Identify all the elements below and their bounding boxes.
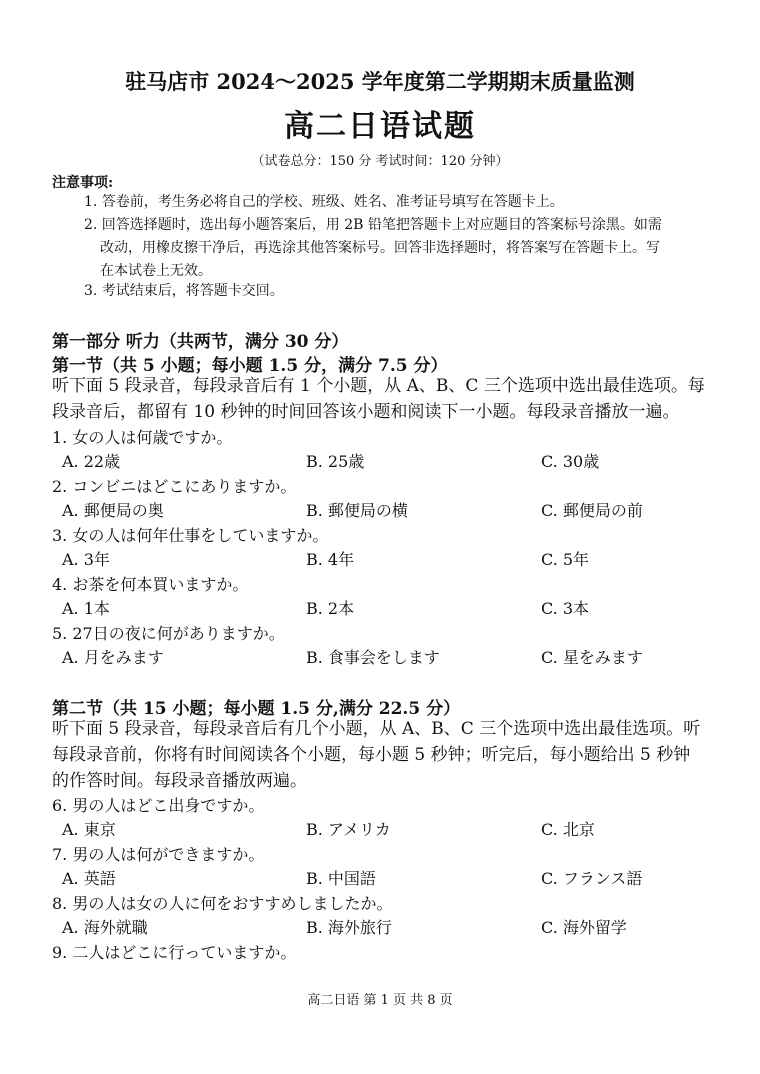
q2-option-c: C. 郵便局の前 bbox=[541, 501, 643, 520]
q6-option-b: B. アメリカ bbox=[306, 820, 391, 839]
q7-option-b: B. 中国語 bbox=[306, 869, 376, 888]
question-3: 3. 女の人は何年仕事をしていますか。 bbox=[52, 526, 329, 545]
question-1: 1. 女の人は何歳ですか。 bbox=[52, 428, 233, 447]
q8-option-a: A. 海外就職 bbox=[62, 918, 148, 937]
q2-option-b: B. 郵便局の横 bbox=[306, 501, 408, 520]
section2-instr-line-1: 听下面 5 段录音，每段录音后有几个小题，从 A、B、C 三个选项中选出最佳选项。听 bbox=[52, 719, 701, 739]
exam-info: （试卷总分：150 分 考试时间：120 分钟） bbox=[251, 154, 509, 169]
question-6: 6. 男の人はどこ出身ですか。 bbox=[52, 796, 265, 815]
question-5: 5. 27日の夜に何がありますか。 bbox=[52, 624, 285, 643]
note-item-2-line-1: 2. 回答选择题时，选出每小题答案后，用 2B 铅笔把答题卡上对应题目的答案标号涂黑。如需 bbox=[84, 217, 662, 233]
q3-option-c: C. 5年 bbox=[541, 550, 590, 569]
q3-option-a: A. 3年 bbox=[62, 550, 110, 569]
section2-instr-line-2: 每段录音前，你将有时间阅读各个小题，每小题 5 秒钟；听完后，每小题给出 5 秒钟 bbox=[52, 745, 691, 765]
q5-option-a: A. 月をみます bbox=[62, 648, 164, 667]
section1-instr-line-2: 段录音后，都留有 10 秒钟的时间回答该小题和阅读下一小题。每段录音播放一遍。 bbox=[52, 402, 680, 422]
note-item-2 bbox=[84, 214, 714, 283]
q1-option-b: B. 25歳 bbox=[306, 452, 365, 471]
question-4: 4. お茶を何本買いますか。 bbox=[52, 575, 249, 594]
note-item-2-line-3: 在本试卷上无效。 bbox=[100, 263, 212, 279]
page-footer: 高二日语 第 1 页 共 8 页 bbox=[307, 993, 453, 1008]
q1-option-c: C. 30歳 bbox=[541, 452, 600, 471]
part1-heading: 第一部分 听力（共两节，满分 30 分） bbox=[52, 332, 349, 352]
q6-option-c: C. 北京 bbox=[541, 820, 595, 839]
q5-option-c: C. 星をみます bbox=[541, 648, 643, 667]
note-item-2-line-2: 改动，用橡皮擦干净后，再选涂其他答案标号。回答非选择题时，将答案写在答题卡上。写 bbox=[100, 240, 660, 256]
q3-option-b: B. 4年 bbox=[306, 550, 355, 569]
q6-option-a: A. 東京 bbox=[62, 820, 116, 839]
question-8: 8. 男の人は女の人に何をおすすめしましたか。 bbox=[52, 894, 393, 913]
q1-option-a: A. 22歳 bbox=[62, 452, 121, 471]
section1-heading: 第一节（共 5 小题；每小题 1.5 分，满分 7.5 分） bbox=[52, 356, 448, 376]
q7-option-a: A. 英語 bbox=[62, 869, 116, 888]
section2-instr-line-3: 的作答时间。每段录音播放两遍。 bbox=[52, 771, 307, 791]
q8-option-c: C. 海外留学 bbox=[541, 918, 627, 937]
question-2: 2. コンビニはどこにありますか。 bbox=[52, 477, 297, 496]
exam-subject: 高二日语试题 bbox=[284, 109, 476, 144]
question-9: 9. 二人はどこに行っていますか。 bbox=[52, 943, 297, 962]
q2-option-a: A. 郵便局の奥 bbox=[62, 501, 164, 520]
section2-instructions bbox=[52, 716, 712, 794]
q4-option-c: C. 3本 bbox=[541, 599, 590, 618]
section1-instructions bbox=[52, 373, 712, 425]
q8-option-b: B. 海外旅行 bbox=[306, 918, 392, 937]
section1-instr-line-1: 听下面 5 段录音，每段录音后有 1 个小题，从 A、B、C 三个选项中选出最佳选项。每 bbox=[52, 376, 705, 396]
notes-heading: 注意事项: bbox=[52, 175, 114, 191]
question-7: 7. 男の人は何ができますか。 bbox=[52, 845, 265, 864]
q5-option-b: B. 食事会をします bbox=[306, 648, 440, 667]
exam-title: 驻马店市 2024～2025 学年度第二学期期末质量监测 bbox=[125, 69, 635, 94]
section2-heading: 第二节（共 15 小题；每小题 1.5 分,满分 22.5 分） bbox=[52, 699, 461, 719]
q4-option-a: A. 1本 bbox=[62, 599, 110, 618]
q7-option-c: C. フランス語 bbox=[541, 869, 643, 888]
note-item-1: 1. 答卷前，考生务必将自己的学校、班级、姓名、准考证号填写在答题卡上。 bbox=[84, 194, 564, 210]
q4-option-b: B. 2本 bbox=[306, 599, 355, 618]
note-item-3: 3. 考试结束后，将答题卡交回。 bbox=[84, 283, 284, 299]
